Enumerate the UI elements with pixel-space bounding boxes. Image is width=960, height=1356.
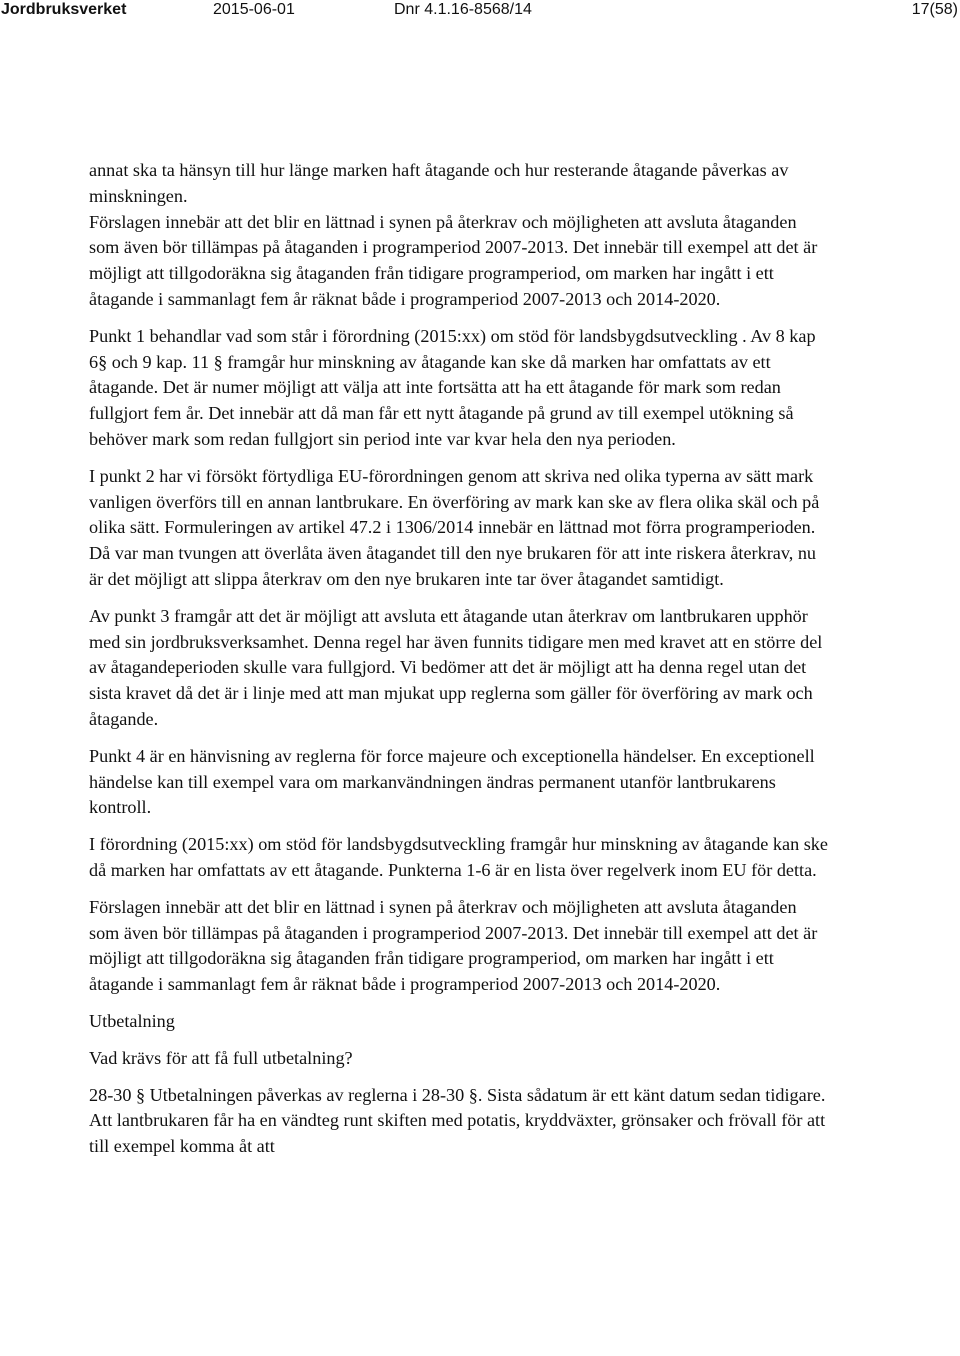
- body-paragraph: 28-30 § Utbetalningen påverkas av reglerna i 28-30 §. Sista sådatum är ett känt datum sedan tidigare. Att lantbrukaren får ha en vändteg runt skiften med potatis, kryddväxter, grönsaker och frövall för att till exempel komma åt att: [89, 1084, 826, 1157]
- body-paragraph: Förslagen innebär att det blir en lättnad i synen på återkrav och möjligheten att avsluta åtaganden som även bör tillämpas på åtaganden i programperiod 2007-2013. Det innebär till exempel att det är möjligt att tillgodoräkna sig åtaganden från tidigare programperiod, om marken har ingått i ett åtagande i sammanlagt fem år räknat både i programperiod 2007-2013 och 2014-2020.: [89, 896, 818, 995]
- body-paragraph: I förordning (2015:xx) om stöd för landsbygdsutveckling framgår hur minskning av åtagande kan ske då marken har omfattats av ett åtagande. Punkterna 1-6 är en lista över regelverk inom EU för detta.: [89, 834, 828, 880]
- page-number: 17(58): [911, 1, 958, 18]
- section-heading: Utbetalning: [89, 1010, 175, 1031]
- body-paragraph: Förslagen innebär att det blir en lättnad i synen på återkrav och möjligheten att avsluta åtaganden som även bör tillämpas på åtaganden i programperiod 2007-2013. Det innebär till exempel att det är möjligt att tillgodoräkna sig åtaganden från tidigare programperiod, om marken har ingått i ett åtagande i sammanlagt fem år räknat både i programperiod 2007-2013 och 2014-2020.: [89, 211, 818, 309]
- document-date: 2015-06-01: [213, 1, 295, 18]
- document-body: [89, 158, 829, 1171]
- document-number: Dnr 4.1.16-8568/14: [394, 1, 532, 18]
- body-paragraph: Punkt 4 är en hänvisning av reglerna för force majeure och exceptionella händelser. En exceptionell händelse kan till exempel vara om markanvändningen ändras permanent utanför lantbrukarens kontroll.: [89, 745, 815, 818]
- organization-name: Jordbruksverket: [1, 1, 127, 18]
- body-paragraph: Punkt 1 behandlar vad som står i förordning (2015:xx) om stöd för landsbygdsutveckling . Av 8 kap 6§ och 9 kap. 11 § framgår hur minskning av åtagande kan ske då marken har omfattats av ett åtagande. Det är numer möjligt att välja att inte fortsätta att ha ett åtagande för mark som redan fullgjort fem år. Det innebär att då man får ett nytt åtagande på grund av till exempel utökning så behöver mark som redan fullgjort sin period inte var kvar hela den nya perioden.: [89, 325, 816, 449]
- page-header: [0, 0, 960, 22]
- section-question: Vad krävs för att få full utbetalning?: [89, 1047, 353, 1068]
- body-paragraph: annat ska ta hänsyn till hur länge marken haft åtagande och hur resterande åtagande påverkas av minskningen.: [89, 160, 789, 206]
- body-paragraph: Av punkt 3 framgår att det är möjligt att avsluta ett åtagande utan återkrav om lantbrukaren upphör med sin jordbruksverksamhet. Denna regel har även funnits tidigare men med kravet att en större del av åtagandeperioden skulle vara fullgjord. Vi bedömer att det är möjligt att ha denna regel utan det sista kravet då det är i linje med att man mjukat upp reglerna som gäller för överföring av mark och åtagande.: [89, 605, 823, 729]
- body-paragraph: I punkt 2 har vi försökt förtydliga EU-förordningen genom att skriva ned olika typerna av sätt mark vanligen överförs till en annan lantbrukare. En överföring av mark kan ske av flera olika skäl och på olika sätt. Formuleringen av artikel 47.2 i 1306/2014 innebär en lättnad mot förra programperioden. Då var man tvungen att överlåta även åtagandet till den nye brukaren för att inte riskera återkrav, nu är det möjligt att slippa återkrav om den nye brukaren inte tar över åtagandet samtidigt.: [89, 465, 820, 589]
